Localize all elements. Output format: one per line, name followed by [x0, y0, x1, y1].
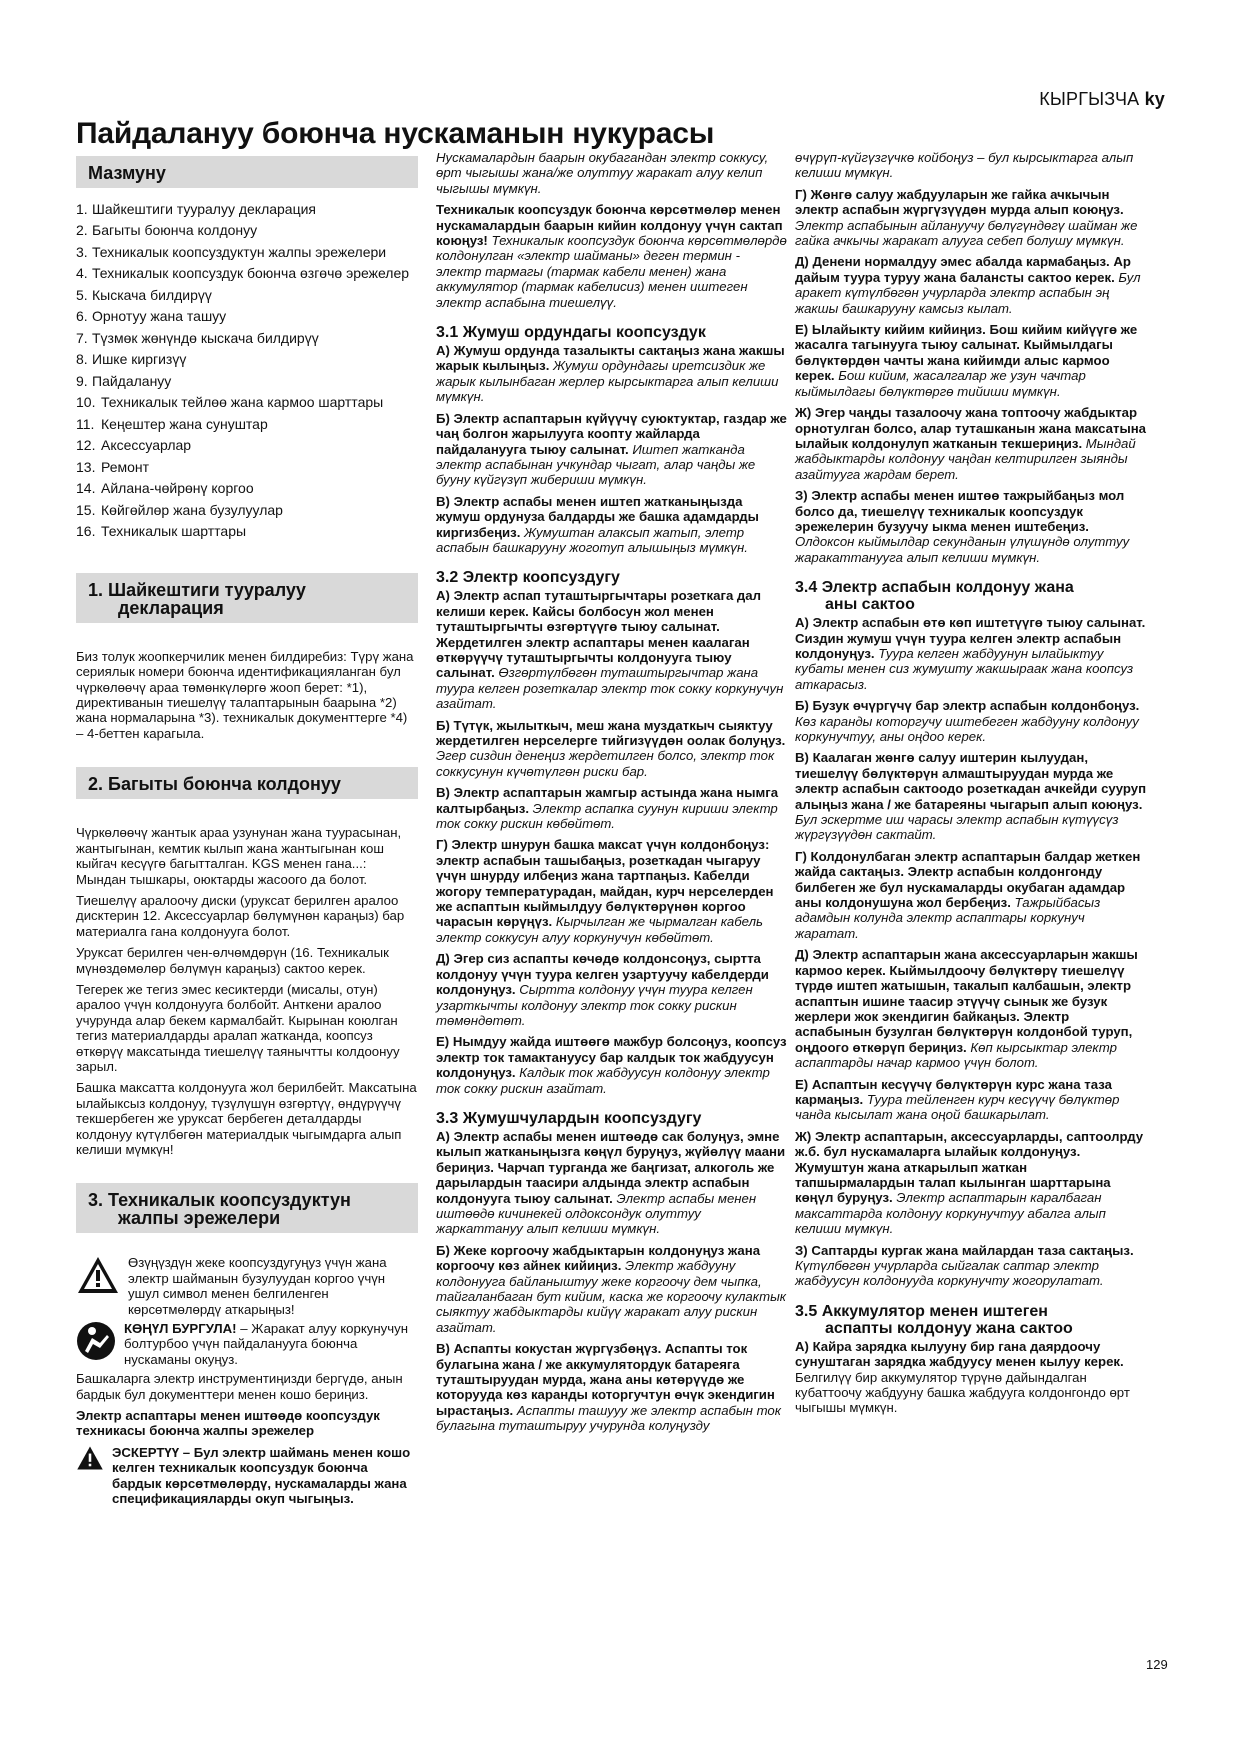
- toc-item-label: Пайдалануу: [92, 372, 172, 389]
- toc-item-label: Техникалык шарттары: [101, 523, 247, 540]
- rule-item: В) Электр аспабы менен иштеп жатканыңызда жумуш ордунуза балдарды же башка адамдарды киргизбеңиз. Жумуштан алаксып жатып, элетр аспабын башкарууну жоготуп алышыңыз мүмкүн.: [436, 493, 759, 555]
- toc-item-label: Аксессуарлар: [101, 437, 192, 454]
- subsection-heading: 3.1 Жумуш ордундагы коопсуздук: [436, 324, 706, 342]
- rule-item: З) Саптарды кургак жана майлардан таза сактаңыз. Күтүлбөгөн учурларда сыйгалак саптар электр жабдуусун колдонууда коркунучту жогорулатат.: [795, 1242, 1134, 1289]
- warning-triangle-icon: [76, 1445, 104, 1471]
- page-title: Пайдалануу боюнча нускаманын нукурасы: [76, 117, 715, 150]
- toc-item-number: 5.: [76, 286, 88, 303]
- rule-item: А) Жумуш ордунда тазалыкты сактаңыз жана жакшы жарык кылыңыз. Жумуш ордундагы иретсиздик же жарык кылынбаган жерлер кырсыктарга алып келиши мүмкүн.: [436, 343, 785, 405]
- rule-item: Ж) Эгер чаңды тазалоочу жана топтоочу жабдыктар орнотулган болсо, алар туташканын жана максатына ылайык колдонулуп жатканын текшериңиз. Мындай жабдыктарды колдонуу чаңдан келтирилген зыянды азайтууга жардам берет.: [795, 405, 1147, 482]
- toc-item: [76, 309, 418, 325]
- subheading: Электр аспаптары менен иштөөдө коопсуздук техникасы боюнча жалпы эрежелер: [76, 1408, 380, 1439]
- column-1: [76, 156, 418, 1511]
- paragraph: Уруксат берилген чен-өлчөмдөрүн (16. Техникалык мүнөздөмөлөр бөлүмүн караңыз) сактоо керек.: [76, 945, 389, 976]
- toc-item-label: Багыты боюнча колдонуу: [92, 222, 258, 239]
- rule-item: Д) Эгер сиз аспапты көчөдө колдонсоңуз, сыртта колдонуу үчүн туура келген узартуучу кабелдерди колдонуңуз. Сыртта колдонуу үчүн туура келген узарткычты колдонуу электр ток сокку рискин төмөндөтөт.: [436, 951, 769, 1028]
- rule-item: Б) Бузук өчүргүчү бар электр аспабын колдонбоңуз. Көз каранды которгучу иштебеген жабдууну колдонуу коркунучтуу, аны оңдоо керек.: [795, 698, 1140, 744]
- safety-notice: Өзүңүздүн жеке коопсуздугуңуз үчүн жана электр шайманын бузулуудан коргоо үчүн ушул символ менен белгиленген көрсөтмөлөрдү аткарыңыз!: [76, 1255, 418, 1317]
- paragraph: Башкаларга электр инструментиңизди бергүдө, анын бардык бул документтери менен кошо бериңиз.: [76, 1371, 403, 1402]
- toc-item-number: 6.: [76, 308, 88, 325]
- toc-item-number: 2.: [76, 222, 88, 239]
- toc-item-number: 16.: [76, 523, 96, 540]
- toc-item: [76, 223, 418, 239]
- rule-item: Б) Түтүк, жылыткыч, меш жана муздаткыч сыяктуу жердетилген нерселерге тийгизүүдөн оолак болуңуз. Эгер сиздин денеңиз жердетилген болсо, электр ток соккусунун күчөтүлгөн риски бар.: [436, 717, 786, 779]
- toc-item: [76, 524, 418, 540]
- rule-item: Б) Электр аспаптарын күйүүчү суюктуктар, газдар же чаң болгон жарылууга коопту жайларда пайдаланууга тыюу салынат. Иштеп жатканда электр аспабынан учкундар чыгат, алар чаңды же бууну күйгүзүп жибериши мүмкүн.: [436, 410, 787, 488]
- toc-item-label: Кеңештер жана сунуштар: [101, 415, 268, 432]
- toc-item-label: Ремонт: [101, 458, 150, 475]
- toc-item-label: Кыскача билдирүү: [92, 286, 212, 303]
- section-3-heading: 3. Техникалык коопсуздуктун жалпы эрежелери: [76, 1183, 418, 1233]
- rule-item: З) Электр аспабы менен иштөө тажрыйбаңыз мол болсо да, тиешелүү техникалык коопсуздук эрежелерин бузуучу ыкма менен иштебеңиз. Олдоксон кыймылдар секунданын үлүшүндө олуттуу жаракаттанууга алып келиши мүмкүн.: [795, 488, 1130, 565]
- rule-item: Д) Денени нормалдуу эмес абалда кармабаңыз. Ар дайым туура туруу жана балансты сактоо керек. Бул аракет күтүлбөгөн учурларда электр аспабын эң жакшы башкарууну камсыз кылат.: [795, 254, 1141, 316]
- rule-item: А) Электр аспабы менен иштөөдө сак болуңуз, эмне кылып жатканыңызга көңүл буруңуз, жүйөлүү маани бериңиз. Чарчап турганда же баңгизат, алкоголь же дарылардын таасири алдында электр аспабын колдонууга тыюу салынат. Электр аспабы менен иштөөдө кичинекей олдоксондук олуттуу жаркаттануу алып келиши мүмкүн.: [436, 1128, 786, 1237]
- paragraph: өчүрүп-күйгүзгүчкө койбоңуз – бул кырсыктарга алып келиши мүмкүн.: [795, 150, 1134, 181]
- toc-item-number: 4.: [76, 265, 88, 282]
- paragraph: Башка максатта колдонууга жол берилбейт. Максатына ылайыксыз колдонуу, түзүлүшүн өзгөртүү, өндүрүүчү текшербеген же уруксат бербеген деталдарды колдонуу күтүлбөгөн материалдык чыгымдарга алып келиши мүмкүн!: [76, 1080, 417, 1158]
- subsection-heading: 3.5 Аккумулятор менен иштеген аспапты колдонуу жана сактоо: [795, 1302, 1073, 1337]
- section-1-heading: 1. Шайкештиги тууралуу декларация: [76, 573, 418, 623]
- toc-item-number: 14.: [76, 480, 96, 497]
- rule-item: В) Электр аспаптарын жамгыр астында жана нымга калтырбаңыз. Электр аспапка суунун кириши электр ток сокку рискин көбөйтөт.: [436, 785, 779, 832]
- paragraph: Техникалык коопсуздук боюнча көрсөтмөлөр менен нускамалардын баарын кийин колдонуу үчүн сактап коюңуз! Техникалык коопсуздук боюнча көрсөтмөлөрдө колдонулган «электр шайманы» деген термин - электр тармагы (тармак кабели менен) жана аккумулятор (тармак кабелисиз) менен иштеген электр аспабына тиешелүү.: [436, 202, 787, 310]
- toc-item-label: Техникалык коопсуздуктун жалпы эрежелери: [92, 243, 387, 260]
- toc-item: [76, 266, 418, 282]
- toc-item-number: 3.: [76, 243, 88, 260]
- toc-item: [76, 245, 418, 261]
- paragraph: Тегерек же тегиз эмес кесиктерди (мисалы, отун) аралоо үчүн колдонууга болбойт. Анткени аралоо учурунда алар бекем кармалбайт. Кырынан коюлган тегиз материалдарды аралап жатканда, коопсуз өткөрүү максатында тиешелүү таянычтты колдоонуу зарыл.: [76, 981, 400, 1074]
- language-label: КЫРГЫЗЧА ky: [1039, 89, 1165, 109]
- rule-item: А) Электр аспабын өтө көп иштетүүгө тыюу салынат. Сиздин жумуш үчүн туура келген электр аспабын колдонуңуз. Туура келген жабдуунун ылайыктуу кубаты менен сиз жумушту жакшыраак жана коопсуз аткарасыз.: [795, 615, 1146, 692]
- paragraph: Нускамалардын баарын окубагандан электр соккусу, өрт чыгышы жана/же олуттуу жаракат алуу келип чыгышы мүмкүн.: [436, 150, 769, 196]
- read-manual-icon: [76, 1321, 116, 1361]
- rule-item: Е) Нымдуу жайда иштөөгө мажбур болсоңуз, коопсуз электр ток тамактануусу бар калдык ток жабдуусун колдонуңуз. Калдык ток жабдуусун колдонуу электр ток сокку рискин азайтат.: [436, 1034, 787, 1096]
- toc-item-label: Орнотуу жана ташуу: [92, 308, 227, 325]
- contents-heading: Мазмуну: [76, 156, 418, 188]
- toc-item-label: Көйгөйлөр жана бузулуулар: [101, 501, 283, 518]
- warning-triangle-icon: [76, 1255, 120, 1295]
- paragraph: Тиешелүү аралоочу диски (уруксат берилген аралоо дисктерин 12. Аксессуарлар бөлүмүнөн караңыз) бар материалга гана колдонууга болот.: [76, 892, 405, 939]
- rule-item: В) Аспапты кокустан жүргүзбөңүз. Аспапты ток булагына жана / же аккумулятордук батареяга туташтыруудан мурда, жана аны көтөрүүдө же которууда көз каранды которгучтун өчүк экендигин ырастаңыз. Аспапты ташууу же электр аспабын ток булагына туташтыруу учурунда колуңузду: [436, 1341, 781, 1434]
- toc-item: [76, 374, 418, 390]
- rule-item: А) Электр аспап туташтыргычтары розеткага дал келиши керек. Кайсы болбосун жол менен туташтыргычты өзгөртүүгө тыюу салынат. Жердетилген электр аспаптары менен каалаган өткөрүүчү туташтыргычты колдонууга тыюу салынат. Өзгөртүлбөгөн туташтыргычтар жана туура келген розеткалар электр ток сокку коркунучун азайтат.: [436, 588, 784, 712]
- toc-item: [76, 503, 418, 519]
- toc-item-label: Техникалык коопсуздук боюнча өзгөчө эрежелер: [92, 265, 410, 282]
- toc-item: [76, 352, 418, 368]
- toc-item-label: Айлана-чөйрөнү коргоо: [101, 480, 254, 497]
- toc-item-number: 10.: [76, 394, 96, 411]
- toc-item-number: 13.: [76, 458, 96, 475]
- toc-item: [76, 438, 418, 454]
- toc-item-number: 8.: [76, 351, 88, 368]
- subsection-heading: 3.2 Электр коопсуздугу: [436, 569, 620, 587]
- column-3: [795, 150, 1147, 1422]
- subsection-heading: 3.4 Электр аспабын колдонуу жана аны сактоо: [795, 579, 1074, 614]
- page-number: 129: [1146, 1657, 1168, 1672]
- toc-item: [76, 481, 418, 497]
- toc-item-number: 15.: [76, 501, 96, 518]
- toc-item-label: Ишке киргизүү: [92, 351, 187, 368]
- table-of-contents: [76, 202, 418, 540]
- toc-item-label: Техникалык тейлөө жана кармоо шарттары: [101, 394, 384, 411]
- toc-item: [76, 460, 418, 476]
- toc-item-number: 12.: [76, 437, 96, 454]
- rule-item: Д) Электр аспаптарын жана аксессуарларын жакшы кармоо керек. Кыймылдоочу бөлүктөрү тиешелүү түрдө иштеп жатышын, такалып калбашын, электр аспаптын ишине таасир этүүчү сынык же бузук жерлери жок экендигин байкаңыз. Электр аспабынын бузулган бөлүктөрүн колдонбой туруп, оңдоого өткөрүп бериңиз. Көп кырсыктар электр аспаптарды начар кармоо үчүн болот.: [795, 947, 1138, 1071]
- rule-item: Г) Электр шнурун башка максат үчүн колдонбоңуз: электр аспабын ташыбаңыз, розеткадан чыгаруу үчүн шнурду илбеңиз жана тартпаңыз. Кабелди жогору температурадан, майдан, курч нерселерден же аспаптын кыймылдуу бөлүктөрүнөн коргоо чарасын көрүңүз. Кырчылган же чырмалган кабель электр соккусун алуу коркунучун көбөйтөт.: [436, 837, 774, 945]
- toc-item-number: 7.: [76, 329, 88, 346]
- toc-item: [76, 202, 418, 218]
- rule-item: Ж) Электр аспаптарын, аксессуарларды, саптоолрду ж.б. бул нускамаларга ылайык колдонуңуз. Жумуштун жана аткарылып жаткан тапшырмалардын талап кылынган шарттарына көңүл буруңуз. Электр аспаптарын каралбаган максаттарда колдонуу коркунучтуу абалга алып келиши мүмкүн.: [795, 1128, 1144, 1237]
- subsection-heading: 3.3 Жумушчулардын коопсуздугу: [436, 1109, 702, 1127]
- toc-item: [76, 288, 418, 304]
- toc-item-label: Шайкештиги тууралуу декларация: [92, 201, 317, 217]
- toc-item: [76, 395, 418, 411]
- rule-item: А) Кайра зарядка кылууну бир гана даярдоочу сунуштаган зарядка жабдууcу менен кылуу керек. Белгилүү бир аккумулятор түрүнө дайындалган кубаттоочу жабдууну башка жабдууга колдонгондо өрт чыгышы мүмкүн.: [795, 1338, 1130, 1416]
- toc-item: [76, 417, 418, 433]
- column-2: [436, 150, 788, 1440]
- toc-item-number: 9.: [76, 372, 88, 389]
- toc-item-label: Түзмөк жөнүндө кыскача билдирүү: [92, 329, 319, 346]
- warning-notice: ЭСКЕРТҮҮ – Бул электр шаймань менен кошо келген техникалык коопсуздук боюнча бардык көрсөтмөлөрдү, нускамаларды жана спецификацияларды окуп чыгыңыз.: [76, 1445, 418, 1507]
- rule-item: Г) Колдонулбаган электр аспаптарын балдар жеткен жайда сактаңыз. Электр аспабын колдонгонду билбеген же бул нускамаларды окубаган адамдар аны колдонушуна жол бербеңиз. Тажрыйбасыз адамдын колунда электр аспаптары коркунуч жаратат.: [795, 848, 1141, 941]
- read-manual-notice: КӨҢҮЛ БУРГУЛА! – Жаракат алуу коркунучун болтурбоо үчүн пайдаланууга боюнча нускаманы окуңуз.: [76, 1321, 418, 1367]
- rule-item: Б) Жеке коргоочу жабдыктарын колдонуңуз жана коргоочу көз айнек кийиңиз. Электр жабдууну колдонууга байланыштуу жеке коргоочу дем чыпка, тайгаланбаган бут кийим, каска же коргоочу кулактык сыяктуу жабдыктарды кийүү жаракат алуу рискин азайтат.: [436, 1242, 787, 1335]
- toc-item-number: 1.: [76, 201, 88, 217]
- rule-item: Е) Ылайыкту кийим кийиңиз. Бош кийим кийүүгө же жасалга тагынууга тыюу салынат. Кыймылдагы бөлүктөрдөн чачты жана кийимди алыс кармоо керек. Бош кийим, жасалгалар же узун чачтар кыймылдагы бөлүктөргө тийиши мүмкүн.: [795, 322, 1138, 399]
- declaration-text: Биз толук жоопкерчилик менен билдиребиз: Түрү жана сериялык номери боюнча идентификацияланган бул чүркөлөөчү араа төмөнкүлөргө жооп берет: *1), директиванын тиешелүү талаптарынын баарына *2) жана нормаларына *3). техникалык документтерге *4) – 4-беттен карагыла.: [76, 648, 414, 741]
- rule-item: Е) Аспаптын кесүүчү бөлүктөрүн курс жана таза кармаңыз. Туура тейленген курч кесүүчү бөлүктөр чанда кысылат жана оңой башкарылат.: [795, 1076, 1120, 1123]
- toc-item: [76, 331, 418, 347]
- paragraph: Чүркөлөөчү жантык араа узунунан жана туурасынан, жантыгынан, кемтик кылып жана жантыгынан кош кыйгач кесүүгө багытталган. KGS менен гана...: Мындан тышкары, оюктарды жасоого да болот.: [76, 825, 402, 887]
- section-2-heading: 2. Багыты боюнча колдонуу: [76, 767, 418, 799]
- toc-item-number: 11.: [76, 415, 95, 432]
- rule-item: В) Каалаган жөнгө салуу иштерин кылуудан, тиешелүү бөлүктөрүн алмаштыруудан мурда же электр аспабын сактоодо розеткадан ачкейди сууруп алыңыз жана / же батареяны чыгарып алып коюңуз. Бул эскертме иш чарасы электр аспабын күтүүсүз жүргүзүүдөн сактайт.: [795, 750, 1147, 843]
- rule-item: Г) Жөнгө салуу жабдууларын же гайка ачкычын электр аспабын жүргүзүүдөн мурда алып коюңуз. Электр аспабынын айлануучу бөлүгүндөгү шайман же гайка ачкычы жаракат алууга себеп болушу мүмкүн.: [795, 186, 1138, 249]
